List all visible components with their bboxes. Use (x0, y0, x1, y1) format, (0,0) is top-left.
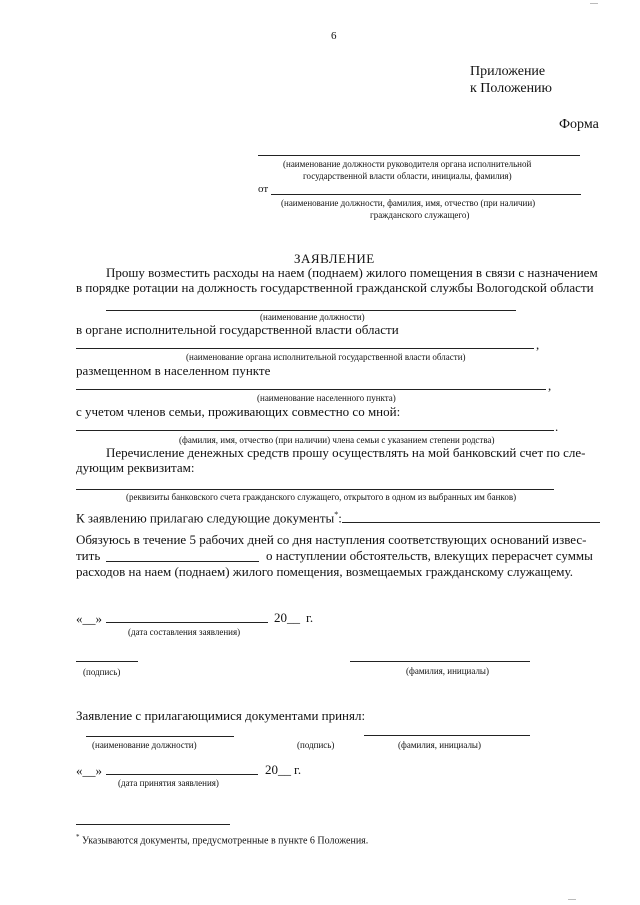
attach-line[interactable] (342, 522, 600, 523)
settlement-line[interactable] (76, 389, 546, 390)
scan-mark-bottom (568, 899, 576, 900)
sign-line[interactable] (76, 661, 138, 662)
addressee-caption-2: государственной власти области, инициалы, фамилия) (303, 171, 512, 181)
footnote-rule (76, 824, 230, 825)
sign-date-year-suffix: г. (306, 610, 314, 625)
sign-name-caption: (фамилия, инициалы) (406, 666, 489, 676)
organ-line[interactable] (76, 348, 534, 349)
settlement-caption: (наименование населенного пункта) (257, 393, 396, 403)
accept-name-caption: (фамилия, инициалы) (398, 740, 481, 750)
from-caption-1: (наименование должности, фамилия, имя, отчество (при наличии) (281, 198, 536, 208)
addressee-caption-1: (наименование должности руководителя органа исполнительной (283, 159, 532, 169)
organ-comma: , (536, 337, 540, 352)
sign-name-line[interactable] (350, 661, 530, 662)
position-line[interactable] (106, 310, 516, 311)
oblige-line-1: Обязуюсь в течение 5 рабочих дней со дня наступления соответствующих оснований извес- (76, 532, 587, 547)
appendix-line1: Приложение (470, 64, 546, 79)
request-line-2: в порядке ротации на должность государственной гражданской службы Вологодской области (76, 280, 594, 295)
page-number: 6 (331, 30, 337, 42)
from-prefix: от (258, 183, 269, 195)
family-line[interactable] (76, 430, 554, 431)
accept-position-caption: (наименование должности) (92, 740, 197, 750)
accept-date-day: «__» (76, 763, 102, 778)
transfer-line-1: Перечисление денежных средств прошу осуществлять на мой банковский счет по сле- (106, 445, 586, 460)
transfer-line-2: дующим реквизитам: (76, 460, 195, 475)
sign-date-caption: (дата составления заявления) (128, 627, 241, 637)
family-period: . (555, 419, 559, 434)
footnote (76, 833, 368, 846)
attach-colon: : (338, 510, 342, 526)
oblige-line[interactable] (106, 561, 259, 562)
attach-text (76, 510, 342, 526)
family-caption: (фамилия, имя, отчество (при наличии) члена семьи с указанием степени родства) (179, 435, 495, 445)
form-label: Форма (559, 117, 599, 132)
document-title: ЗАЯВЛЕНИЕ (294, 251, 375, 266)
settlement-text: размещенном в населенном пункте (76, 363, 271, 378)
accept-date-caption: (дата принятия заявления) (118, 778, 219, 788)
accept-date-month-line[interactable] (106, 774, 258, 775)
sign-caption: (подпись) (83, 667, 121, 677)
addressee-line[interactable] (258, 155, 580, 156)
organ-text: в органе исполнительной государственной власти области (76, 322, 399, 337)
family-text: с учетом членов семьи, проживающих совместно со мной: (76, 404, 401, 419)
sign-date-year: 20__ (274, 610, 300, 625)
appendix-line2: к Положению (470, 81, 553, 96)
accept-date-year-suffix: г. (294, 762, 302, 777)
sign-date-month-line[interactable] (106, 622, 268, 623)
position-caption: (наименование должности) (260, 312, 365, 322)
scan-mark-top (590, 3, 598, 4)
settlement-comma: , (548, 378, 552, 393)
accept-date-year: 20__ (265, 762, 291, 777)
accepted-text: Заявление с прилагающимися документами принял: (76, 708, 366, 723)
oblige-prefix: тить (76, 548, 101, 563)
request-line-1: Прошу возместить расходы на наем (поднаем) жилого помещения в связи с назначением (106, 265, 598, 280)
footnote-mark: * (76, 833, 80, 841)
attach-label: К заявлению прилагаю следующие документы (76, 510, 335, 526)
accept-position-line[interactable] (86, 736, 234, 737)
bank-caption: (реквизиты банковского счета гражданского служащего, открытого в одном из выбранных им банков) (126, 492, 517, 502)
accept-name-line[interactable] (364, 735, 530, 736)
from-line[interactable] (271, 194, 581, 195)
bank-line[interactable] (76, 489, 554, 490)
footnote-text: Указываются документы, предусмотренные в пункте 6 Положения. (82, 835, 369, 847)
organ-caption: (наименование органа исполнительной государственной власти области) (186, 352, 466, 362)
oblige-line-3: расходов на наем (поднаем) жилого помещения, возмещаемых гражданскому служащему. (76, 564, 573, 579)
sign-date-day: «__» (76, 611, 102, 626)
attach-mark: * (334, 510, 339, 519)
oblige-line-2: о наступлении обстоятельств, влекущих перерасчет суммы (266, 548, 593, 563)
from-caption-2: гражданского служащего) (370, 210, 470, 220)
accept-sign-caption: (подпись) (297, 740, 335, 750)
